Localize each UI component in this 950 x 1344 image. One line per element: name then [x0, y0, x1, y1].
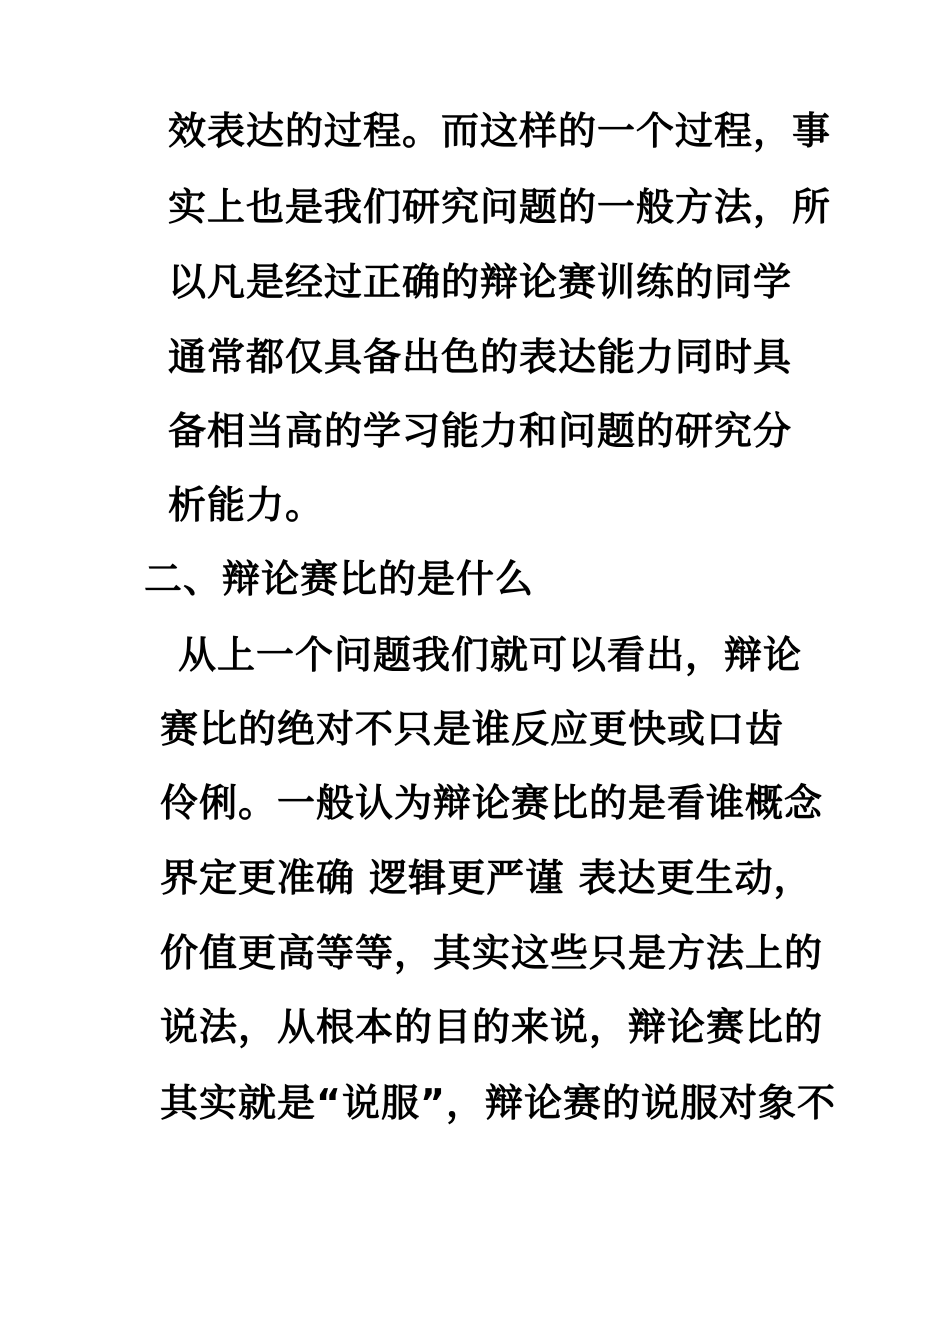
paragraph-1-line-2: 实上也是我们研究问题的一般方法，所 — [168, 185, 832, 229]
paragraph-1-line-1: 效表达的过程。而这样的一个过程，事 — [168, 109, 832, 153]
paragraph-2-line-3: 伶俐。一般认为辩论赛比的是看谁概念 — [160, 781, 824, 825]
paragraph-2-line-4: 界定更准确 逻辑更严谨 表达更生动， — [160, 856, 813, 900]
paragraph-2-line-5: 价值更高等等，其实这些只是方法上的 — [160, 931, 824, 975]
section-heading: 二、辩论赛比的是什么 — [144, 557, 535, 601]
paragraph-2-line-2: 赛比的绝对不只是谁反应更快或口齿 — [160, 707, 785, 751]
paragraph-1-line-3: 以凡是经过正确的辩论赛训练的同学 — [168, 260, 793, 304]
paragraph-1-line-5: 备相当高的学习能力和问题的研究分 — [168, 409, 793, 453]
paragraph-2-line-1: 从上一个问题我们就可以看出，辩论 — [178, 633, 803, 677]
paragraph-1-line-4: 通常都仅具备出色的表达能力同时具 — [168, 335, 793, 379]
paragraph-2-line-6: 说法，从根本的目的来说，辩论赛比的 — [160, 1005, 824, 1049]
paragraph-2-line-7: 其实就是“说服”，辩论赛的说服对象不 — [160, 1081, 836, 1125]
paragraph-1-line-6: 析能力。 — [168, 483, 325, 527]
